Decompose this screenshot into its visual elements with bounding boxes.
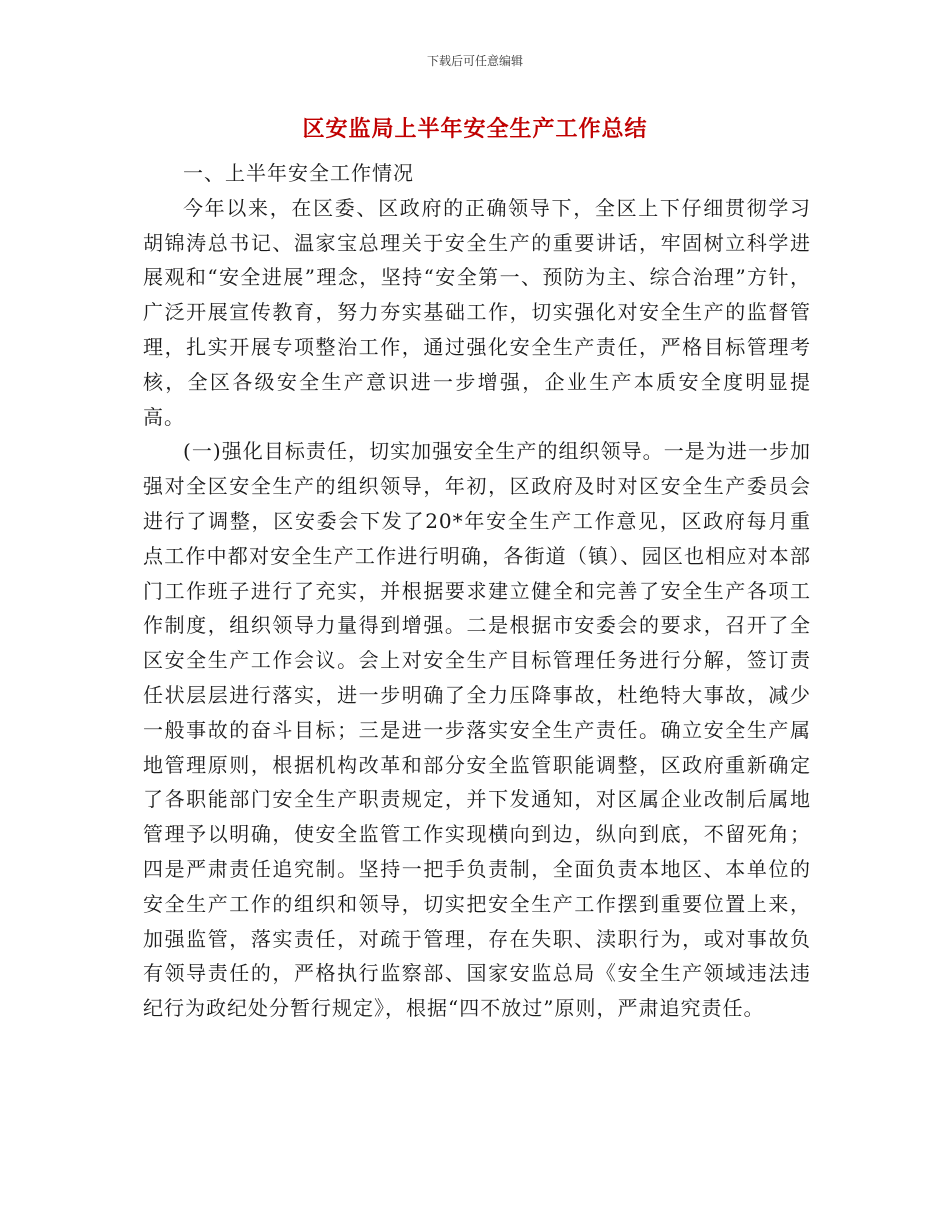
- section-heading: 一、上半年安全工作情况: [183, 161, 414, 185]
- paragraph-2: (一)强化目标责任，切实加强安全生产的组织领导。一是为进一步加强对全区安全生产的组织领导，年初，区政府及时对区安全生产委员会进行了调整，区安委会下发了20*年安全生产工作意见，区政府每月重点工作中都对安全生产工作进行明确，各街道（镇）、园区也相应对本部门工作班子进行了充实，并根据要求建立健全和完善了安全生产各项工作制度，组织领导力量得到增强。二是根据市安委会的要求，召开了全区安全生产工作会议。会上对安全生产目标管理任务进行分解，签订责任状层层进行落实，进一步明确了全力压降事故，杜绝特大事故，减少一般事故的奋斗目标；三是进一步落实安全生产责任。确立安全生产属地管理原则，根据机构改革和部分安全监管职能调整，区政府重新确定了各职能部门安全生产职责规定，并下发通知，对区属企业改制后属地管理予以明确，使安全监管工作实现横向到边，纵向到底，不留死角；四是严肃责任追究制。坚持一把手负责制，全面负责本地区、本单位的安全生产工作的组织和领导，切实把安全生产工作摆到重要位置上来，加强监管，落实责任，对疏于管理，存在失职、渎职行为，或对事故负有领导责任的，严格执行监察部、国家安监总局《安全生产领域违法违纪行为政纪处分暂行规定》，根据“四不放过”原则，严肃追究责任。: [143, 439, 811, 1021]
- document-title: 区安监局上半年安全生产工作总结: [302, 117, 648, 142]
- document-body: [143, 156, 811, 1026]
- paragraph-1: 今年以来，在区委、区政府的正确领导下，全区上下仔细贯彻学习胡锦涛总书记、温家宝总理关于安全生产的重要讲话，牢固树立科学进展观和“安全进展”理念，坚持“安全第一、预防为主、综合治理”方针，广泛开展宣传教育，努力夯实基础工作，切实强化对安全生产的监督管理，扎实开展专项整治工作，通过强化安全生产责任，严格目标管理考核，全区各级安全生产意识进一步增强，企业生产本质安全度明显提高。: [143, 195, 811, 429]
- header-note: 下载后可任意编辑: [426, 54, 523, 68]
